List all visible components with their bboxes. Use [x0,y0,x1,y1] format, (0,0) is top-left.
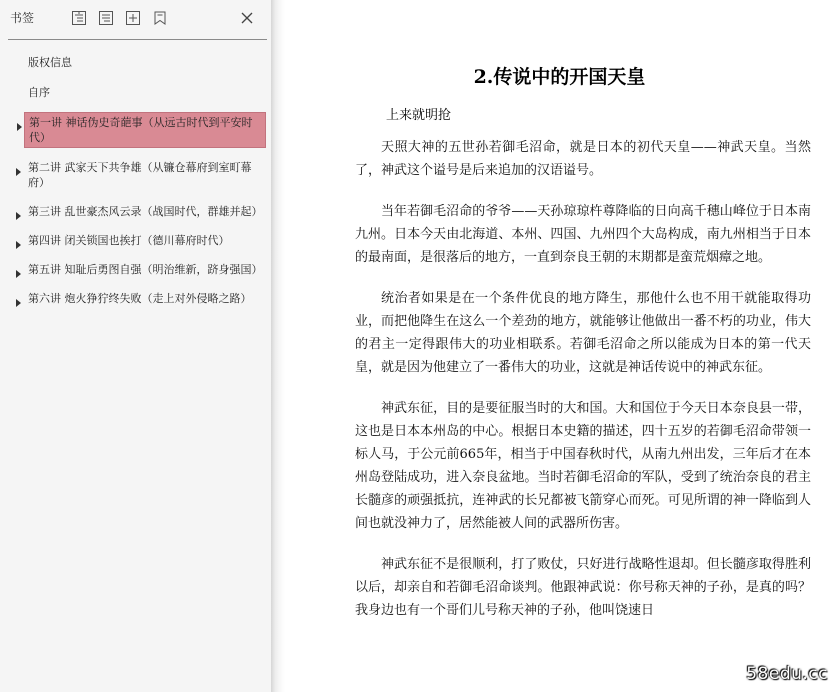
expand-arrow-icon[interactable] [17,123,22,131]
bookmark-chapter-4[interactable] [0,231,271,250]
bookmarks-panel-header [0,0,271,38]
bookmark-chapter-5[interactable] [0,260,271,279]
section-title: 2.传说中的开国天皇 [473,66,646,88]
collapse-all-icon[interactable] [99,11,113,25]
paragraph: 天照大神的五世孙若御毛沼命，就是日本的初代天皇——神武天皇。当然了，神武这个谥号是后来追加的汉语谥号。 [355,140,811,178]
paragraph: 神武东征，目的是要征服当时的大和国。大和国位于今天日本奈良县一带，这也是日本本州岛的中心。根据日本史籍的描述，四十五岁的若御毛沼命带领一标人马，于公元前665年，相当于中国春秋时代，从南九州出发，三年后才在本州岛登陆成功，进入奈良盆地。当时若御毛沼命的军队，受到了统治奈良的君主长髓彦的顽强抵抗，连神武的长兄都被飞箭穿心而死。可见所谓的神一降临到人间也就没神力了，居然能被人间的武器所伤害。 [355,401,811,531]
section-subheading: 上来就明抢 [386,108,452,123]
bookmark-preface[interactable] [0,82,271,104]
bookmark-label: 第五讲 知耻后勇图自强（明治维新，跻身强国） [28,263,263,276]
expand-arrow-icon[interactable] [16,168,21,176]
panel-splitter[interactable] [271,0,285,692]
bookmark-label: 版权信息 [28,56,72,69]
bookmark-label: 第四讲 闭关锁国也挨打（德川幕府时代） [28,234,230,247]
bookmarks-panel [0,0,271,692]
bookmark-chapter-1[interactable] [24,112,266,148]
bookmark-label: 第六讲 炮火狰狞终失败（走上对外侵略之路） [28,292,252,305]
expand-arrow-icon[interactable] [16,241,21,249]
bookmark-label: 第一讲 神话伪史奇葩事（从远古时代到平安时代） [29,116,253,144]
bookmark-label: 第二讲 武家天下共争雄（从镰仓幕府到室町幕府） [28,161,252,189]
body-text [355,136,811,640]
document-page [285,0,834,692]
bookmark-list [0,52,271,318]
add-bookmark-icon[interactable] [126,11,140,25]
bookmark-chapter-6[interactable] [0,289,271,308]
expand-all-icon[interactable] [72,11,86,25]
panel-divider [8,39,267,40]
close-panel-icon[interactable] [240,10,254,24]
paragraph: 当年若御毛沼命的爷爷——天孙琼琼杵尊降临的日向高千穗山峰位于日本南九州。日本今天由北海道、本州、四国、九州四个大岛构成，南九州相当于日本的最南面，是很落后的地方，一直到奈良王朝的末期都是蛮荒烟瘴之地。 [355,204,811,265]
bookmark-chapter-2[interactable] [0,158,271,192]
bookmark-properties-icon[interactable] [153,11,167,25]
bookmarks-panel-title: 书签 [10,11,35,25]
expand-arrow-icon[interactable] [16,299,21,307]
paragraph: 统治者如果是在一个条件优良的地方降生，那他什么也不用干就能取得功业，而把他降生在这么一个差劲的地方，就能够让他做出一番不朽的功业，伟大的君主一定得跟伟大的功业相联系。若御毛沼命之所以能成为日本的第一代天皇，就是因为他建立了一番伟大的功业，这就是神话传说中的神武东征。 [355,291,811,375]
expand-arrow-icon[interactable] [16,270,21,278]
bookmark-copyright[interactable] [0,52,271,74]
paragraph: 神武东征不是很顺利，打了败仗，只好进行战略性退却。但长髓彦取得胜利以后，却亲自和若御毛沼命谈判。他跟神武说：你号称天神的子孙，是真的吗？我身边也有一个哥们儿号称天神的子孙，他叫饶速日 [355,557,811,618]
bookmark-label: 自序 [28,86,50,99]
bookmark-label: 第三讲 乱世豪杰风云录（战国时代，群雄并起） [28,205,263,218]
bookmark-chapter-3[interactable] [0,202,271,221]
expand-arrow-icon[interactable] [16,212,21,220]
site-watermark: 58edu.cc [746,664,828,684]
